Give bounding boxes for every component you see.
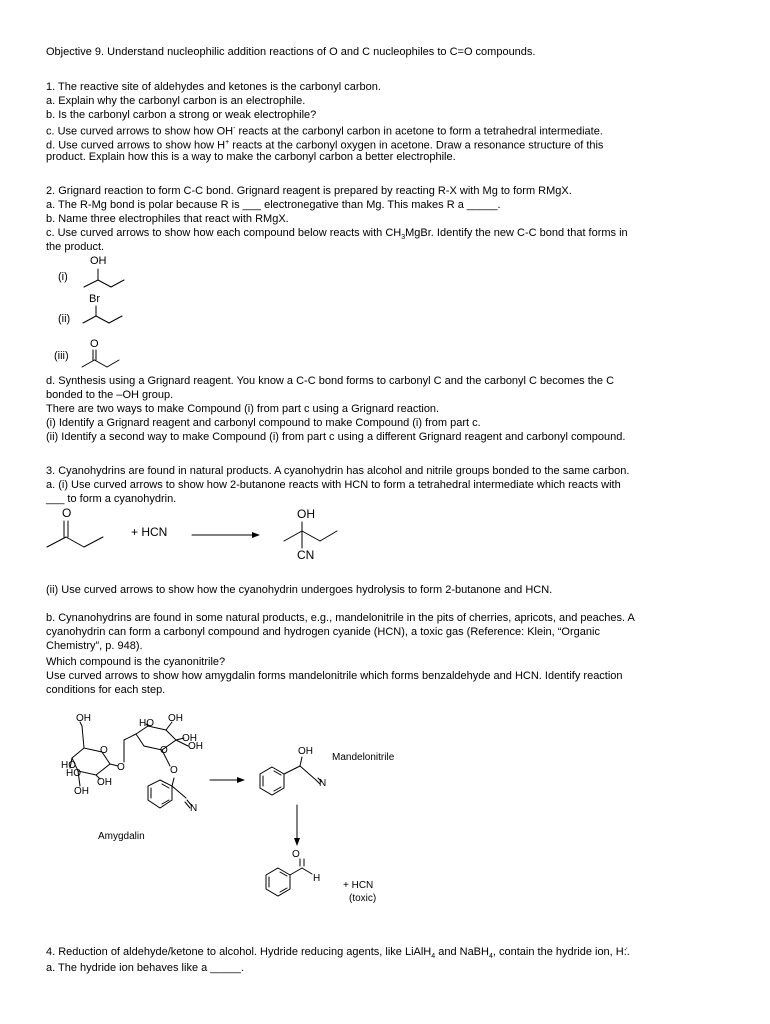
q1-c: c. Use curved arrows to show how OH- reacts at the carbonyl carbon in acetone to form a tetrahedral intermediate. bbox=[46, 125, 603, 138]
q2-d-line5: (ii) Identify a second way to make Compound (i) from part c using a different Grignard reagent and carbonyl compound. bbox=[46, 431, 626, 443]
butanone-o: O bbox=[62, 506, 72, 520]
q3-a-line2: ___ to form a cyanohydrin. bbox=[46, 493, 177, 505]
q2-d-line4: (i) Identify a Grignard reagent and carbonyl compound to make Compound (i) from part c. bbox=[46, 417, 481, 429]
compound-iii-skeleton bbox=[82, 350, 119, 367]
q3-a-line1: a. (i) Use curved arrows to show how 2-butanone reacts with HCN to form a tetrahedral intermediate which reacts with bbox=[46, 479, 621, 491]
compound-iii-label: (iii) bbox=[54, 350, 69, 362]
mandelonitrile-name: Mandelonitrile bbox=[332, 752, 395, 763]
q2-a: a. The R-Mg bond is polar because R is ___ electronegative than Mg. This makes R a _____. bbox=[46, 199, 501, 211]
benzaldehyde-h: H bbox=[313, 873, 321, 884]
q2-d-line2: bonded to the –OH group. bbox=[46, 389, 174, 401]
amyg-oh-5: OH bbox=[188, 741, 203, 752]
compound-ii-skeleton bbox=[83, 306, 122, 323]
q1-b: b. Is the carbonyl carbon a strong or weak electrophile? bbox=[46, 109, 317, 121]
amyg-ho-7: HO bbox=[66, 768, 81, 779]
q3-stem: 3. Cyanohydrins are found in natural products. A cyanohydrin has alcohol and nitrile groups bonded to the same carbon. bbox=[46, 465, 630, 477]
amyg-oh-9: OH bbox=[74, 786, 89, 797]
q2-c: c. Use curved arrows to show how each compound below reacts with $CH_3MgBr$. Identify the new C-C bond that forms in bbox=[46, 227, 628, 242]
compound-i-label: (i) bbox=[58, 271, 68, 283]
scheme-plus-hcn: + HCN bbox=[343, 880, 374, 891]
cyanohydrin-skeleton bbox=[284, 522, 337, 548]
benzaldehyde-skeleton bbox=[266, 859, 312, 896]
q3-b-line2: cyanohydrin can form a carbonyl compound and hydrogen cyanide (HCN), a toxic gas (Reference: Klein, “Organic bbox=[46, 626, 600, 638]
q1-d-line2: product. Explain how this is a way to make the carbonyl carbon a better electrophile. bbox=[46, 151, 456, 163]
q4-stem: 4. Reduction of aldehyde/ketone to alcohol. Hydride reducing agents, like LiAlH$_4$ and NaBH$_4$, contain the hydride ion, H:̇. bbox=[46, 946, 630, 961]
q2-d-line1: d. Synthesis using a Grignard reagent. You know a C-C bond forms to carbonyl C and the carbonyl C becomes the C bbox=[46, 375, 615, 387]
amyg-oh-3: OH bbox=[168, 713, 183, 724]
rxn-plus-hcn: + HCN bbox=[131, 525, 168, 539]
mandelo-n: N bbox=[319, 778, 327, 789]
cyanohydrin-oh: OH bbox=[297, 507, 315, 521]
cyanohydrin-cn: CN bbox=[297, 548, 315, 562]
compound-ii-br: Br bbox=[89, 293, 100, 305]
amyg-oh-1: OH bbox=[76, 713, 91, 724]
amyg-ho-6: HO bbox=[61, 760, 76, 771]
mandelonitrile-skeleton bbox=[260, 757, 322, 795]
amygdalin-skeleton bbox=[70, 722, 192, 808]
q3-a-ii: (ii) Use curved arrows to show how the cyanohydrin undergoes hydrolysis to form 2-butanone and HCN. bbox=[46, 584, 553, 596]
amyg-ho-2: HO bbox=[139, 718, 154, 729]
compound-i-skeleton bbox=[84, 269, 124, 287]
compound-i-oh: OH bbox=[90, 255, 107, 267]
amyg-o-benzylic: O bbox=[170, 765, 178, 776]
q2-c-line2: the product. bbox=[46, 241, 105, 253]
amyg-o-ring1: O bbox=[100, 745, 108, 756]
q3-b-line4: Which compound is the cyanonitrile? bbox=[46, 656, 226, 668]
q1-a: a. Explain why the carbonyl carbon is an electrophile. bbox=[46, 95, 306, 107]
amygdalin-name: Amygdalin bbox=[98, 831, 145, 842]
amyg-n: N bbox=[190, 803, 198, 814]
q3-b-line1: b. Cynanohydrins are found in some natural products, e.g., mandelonitrile in the pits of cherries, apricots, and peaches. A bbox=[46, 612, 635, 624]
objective-heading: Objective 9. Understand nucleophilic addition reactions of O and C nucleophiles to C=O compounds. bbox=[46, 46, 536, 58]
amyg-o-ring2: O bbox=[160, 745, 168, 756]
q4-a: a. The hydride ion behaves like a _____. bbox=[46, 962, 244, 974]
q2-stem: 2. Grignard reaction to form C-C bond. Grignard reagent is prepared by reacting R-X with Mg to form RMgX. bbox=[46, 185, 572, 197]
amyg-oh-8: OH bbox=[97, 777, 112, 788]
scheme-toxic: (toxic) bbox=[349, 893, 377, 904]
q3-b-line5: Use curved arrows to show how amygdalin forms mandelonitrile which forms benzaldehyde and HCN. Identify reaction bbox=[46, 670, 623, 682]
amyg-oh-4: OH bbox=[182, 733, 197, 744]
benzaldehyde-o: O bbox=[292, 849, 300, 860]
q3-b-line6: conditions for each step. bbox=[46, 684, 166, 696]
q1-stem: 1. The reactive site of aldehydes and ketones is the carbonyl carbon. bbox=[46, 81, 381, 93]
compound-iii-o: O bbox=[90, 338, 99, 350]
butanone-skeleton bbox=[47, 521, 103, 547]
q1-d: d. Use curved arrows to show how H+ reacts at the carbonyl oxygen in acetone. Draw a resonance structure of this bbox=[46, 139, 604, 152]
mandelo-oh: OH bbox=[298, 746, 313, 757]
amyg-o-link: O bbox=[117, 762, 125, 773]
q2-d-line3: There are two ways to make Compound (i) from part c using a Grignard reaction. bbox=[46, 403, 440, 415]
q2-b: b. Name three electrophiles that react with RMgX. bbox=[46, 213, 289, 225]
q3-b-line3: Chemistry”, p. 948). bbox=[46, 640, 143, 652]
compound-ii-label: (ii) bbox=[58, 313, 71, 325]
